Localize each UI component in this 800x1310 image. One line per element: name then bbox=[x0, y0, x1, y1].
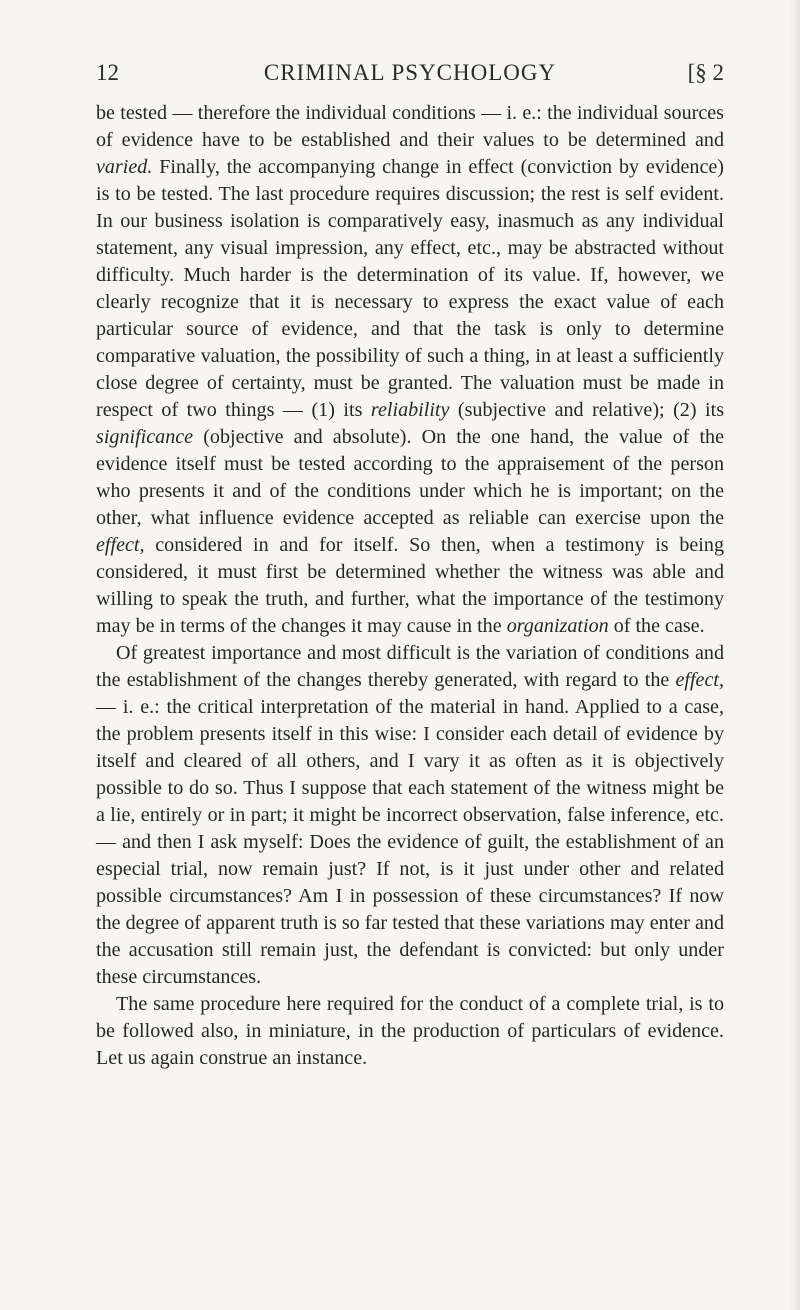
paragraph-3 bbox=[96, 991, 724, 1072]
page-number: 12 bbox=[96, 60, 119, 85]
italic-term: significance bbox=[96, 426, 194, 448]
paragraph-1 bbox=[96, 100, 724, 640]
text-run: (subjective and relative); (2) its bbox=[449, 399, 725, 421]
italic-term: effect, bbox=[96, 534, 145, 556]
italic-term: varied. bbox=[96, 156, 153, 178]
paragraph-2 bbox=[96, 640, 724, 991]
text-run: — i. e.: the critical interpretation of the material in hand. Applied to a case, the problem presents itself in this wise: I consider each detail of evidence by itself and cleared of all others, and I vary it as often as it is objectively possible to do so. Thus I suppose that each statement of the witness might be a lie, entirely or in part; it might be incorrect observation, false inference, etc. — and then I ask myself: Does the evidence of guilt, the establishment of an especial trial, now remain just? If not, is it just under other and related possible circumstances? Am I in possession of these circumstances? If now the degree of apparent truth is so far tested that these variations may enter and the accusation still remain just, the defendant is convicted: but only under these circumstances. bbox=[96, 696, 724, 988]
italic-term: effect, bbox=[675, 669, 724, 691]
text-run: be tested — therefore the individual conditions — i. e.: the individual sources of evidence have to be established and their values to be determined and bbox=[96, 102, 724, 151]
section-marker: [§ 2 bbox=[687, 60, 724, 85]
text-run: (objective and absolute). On the one hand, the value of the evidence itself must be tested according to the appraisement of the person who presents it and of the conditions under which he is important; on the other, what influence evidence accepted as reliable can exercise upon the bbox=[96, 426, 724, 529]
running-title: CRIMINAL PSYCHOLOGY bbox=[263, 60, 557, 85]
body-text bbox=[96, 100, 724, 1072]
text-run: of the case. bbox=[608, 615, 705, 637]
page-edge-shadow bbox=[790, 0, 800, 1310]
text-run: considered in and for itself. So then, when a testimony is being considered, it must first be determined whether the witness was able and willing to speak the truth, and further, what the importance of the testimony may be in terms of the changes it may cause in the bbox=[96, 534, 724, 637]
italic-term: reliability bbox=[370, 399, 450, 421]
text-run: The same procedure here required for the conduct of a complete trial, is to be followed also, in miniature, in the production of particulars of evidence. Let us again construe an instance. bbox=[96, 993, 724, 1069]
text-run: Finally, the accompanying change in effect (conviction by evidence) is to be tested. The last procedure requires discussion; the rest is self evident. In our business isolation is comparatively easy, inasmuch as any individual statement, any visual impression, any effect, etc., may be abstracted without difficulty. Much harder is the determination of its value. If, however, we clearly recognize that it is necessary to express the exact value of each particular source of evidence, and that the task is only to determine comparative valuation, the possibility of such a thing, in at least a sufficiently close degree of certainty, must be granted. The valuation must be made in respect of two things — (1) its bbox=[96, 156, 724, 421]
running-header bbox=[96, 60, 724, 90]
text-run: Of greatest importance and most difficult is the variation of conditions and the establishment of the changes thereby generated, with regard to the bbox=[96, 642, 724, 691]
italic-term: organization bbox=[506, 615, 609, 637]
